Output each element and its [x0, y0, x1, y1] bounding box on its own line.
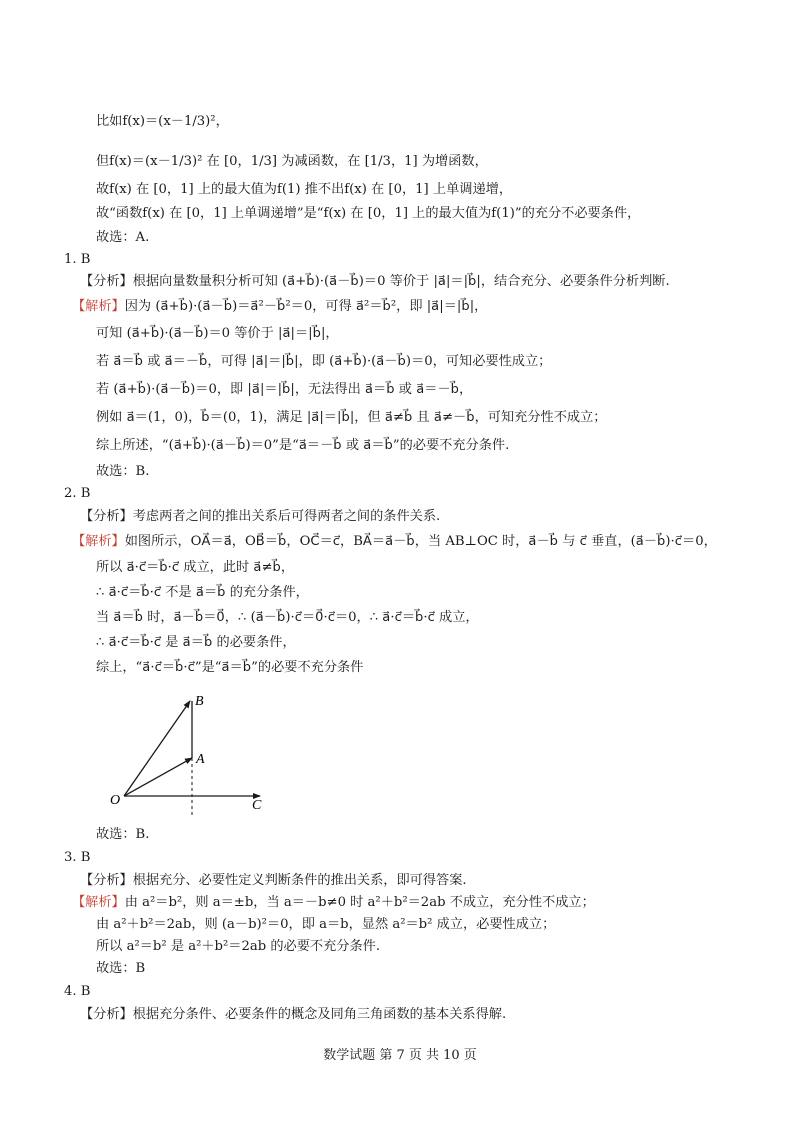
analysis-line: 【分析】根据向量数量积分析可知 (a⃗+b⃗)·(a⃗－b⃗)＝0 等价于 |a⃗|＝|b⃗|，结合充分、必要条件分析判断. [80, 274, 670, 289]
text-line: 故选：A. [96, 230, 150, 245]
text-line: 所以 a⃗·c⃗＝b⃗·c⃗ 成立，此时 a⃗≠b⃗， [96, 560, 295, 575]
solution-tag: 【解析】 [72, 534, 125, 549]
solution-line: 【解析】如图所示，OA⃗＝a⃗，OB⃗＝b⃗，OC⃗＝c⃗，BA⃗＝a⃗－b⃗，当 AB⊥OC 时，a⃗－b⃗ 与 c⃗ 垂直，(a⃗－b⃗)·c⃗＝0， [72, 534, 717, 549]
solution-tag: 【解析】 [72, 299, 125, 314]
vector-oa [124, 758, 192, 796]
text-line: 例如 a⃗＝(1，0)，b⃗＝(0，1)，满足 |a⃗|＝|b⃗|，但 a⃗≠b⃗ 且 a⃗≠－b⃗，可知充分性不成立； [96, 410, 607, 425]
text-line: 综上所述，“(a⃗+b⃗)·(a⃗－b⃗)＝0”是“a⃗＝－b⃗ 或 a⃗＝b⃗”的必要不充分条件. [96, 438, 510, 453]
solution-line: 【解析】由 a²＝b²，则 a＝±b，当 a＝－b≠0 时 a²＋b²＝2ab 不成立，充分性不成立； [72, 895, 595, 910]
label-b: B [195, 694, 204, 709]
page-footer: 数学试题 第 7 页 共 10 页 [323, 1048, 477, 1063]
text-line: 但f(x)＝(x－1/3)² 在 [0，1/3] 为减函数，在 [1/3，1] 为增函数， [96, 154, 488, 169]
text-line: ∴ a⃗·c⃗＝b⃗·c⃗ 是 a⃗＝b⃗ 的必要条件， [96, 635, 296, 650]
text-line: 故选：B. [96, 827, 150, 842]
text-line: 故f(x) 在 [0，1] 上的最大值为f(1) 推不出f(x) 在 [0，1] 上单调递增， [96, 182, 513, 197]
text-line: 故选：B [96, 961, 146, 976]
text-line: 若 (a⃗+b⃗)·(a⃗－b⃗)＝0，即 |a⃗|＝|b⃗|，无法得出 a⃗＝b⃗ 或 a⃗＝－b⃗， [96, 382, 473, 397]
question-number: 4. B [64, 984, 91, 999]
label-a: A [196, 752, 205, 767]
question-number: 3. B [64, 850, 91, 865]
text-line: 可知 (a⃗+b⃗)·(a⃗－b⃗)＝0 等价于 |a⃗|＝|b⃗|， [96, 326, 339, 341]
text-line: 故“函数f(x) 在 [0，1] 上单调递增”是“f(x) 在 [0，1] 上的最大值为f(1)”的充分不必要条件， [96, 206, 641, 221]
solution-tag: 【解析】 [72, 895, 125, 910]
text-line: 综上，“a⃗·c⃗＝b⃗·c⃗”是“a⃗＝b⃗”的必要不充分条件 [96, 660, 364, 675]
vector-figure [100, 683, 290, 818]
text-line: 由 a²＋b²＝2ab，则 (a－b)²＝0，即 a＝b，显然 a²＝b² 成立，必要性成立； [96, 917, 556, 932]
solution-line: 【解析】因为 (a⃗+b⃗)·(a⃗－b⃗)＝a⃗²－b⃗²＝0，可得 a⃗²＝b⃗²，即 |a⃗|＝|b⃗|， [72, 299, 488, 314]
text-line: 故选：B. [96, 464, 150, 479]
label-c: C [252, 798, 262, 813]
analysis-line: 【分析】根据充分、必要性定义判断条件的推出关系，即可得答案. [80, 873, 467, 888]
text-line: ∴ a⃗·c⃗＝b⃗·c⃗ 不是 a⃗＝b⃗ 的充分条件， [96, 585, 309, 600]
question-number: 1. B [64, 252, 91, 267]
text-line: 当 a⃗＝b⃗ 时，a⃗－b⃗＝0⃗，∴ (a⃗－b⃗)·c⃗＝0⃗·c⃗＝0，∴ a⃗·c⃗＝b⃗·c⃗ 成立， [96, 610, 479, 625]
label-o: O [110, 793, 121, 808]
question-number: 2. B [64, 486, 91, 501]
analysis-line: 【分析】考虑两者之间的推出关系后可得两者之间的条件关系. [80, 509, 441, 524]
text-line: 比如f(x)＝(x－1/3)²， [96, 114, 229, 129]
analysis-line: 【分析】根据充分条件、必要条件的概念及同角三角函数的基本关系得解. [80, 1007, 507, 1022]
text-line: 若 a⃗＝b⃗ 或 a⃗＝－b⃗，可得 |a⃗|＝|b⃗|，即 (a⃗+b⃗)·(a⃗－b⃗)＝0，可知必要性成立； [96, 354, 552, 369]
vector-ob [124, 701, 190, 796]
text-line: 所以 a²＝b² 是 a²＋b²＝2ab 的必要不充分条件. [96, 939, 381, 954]
